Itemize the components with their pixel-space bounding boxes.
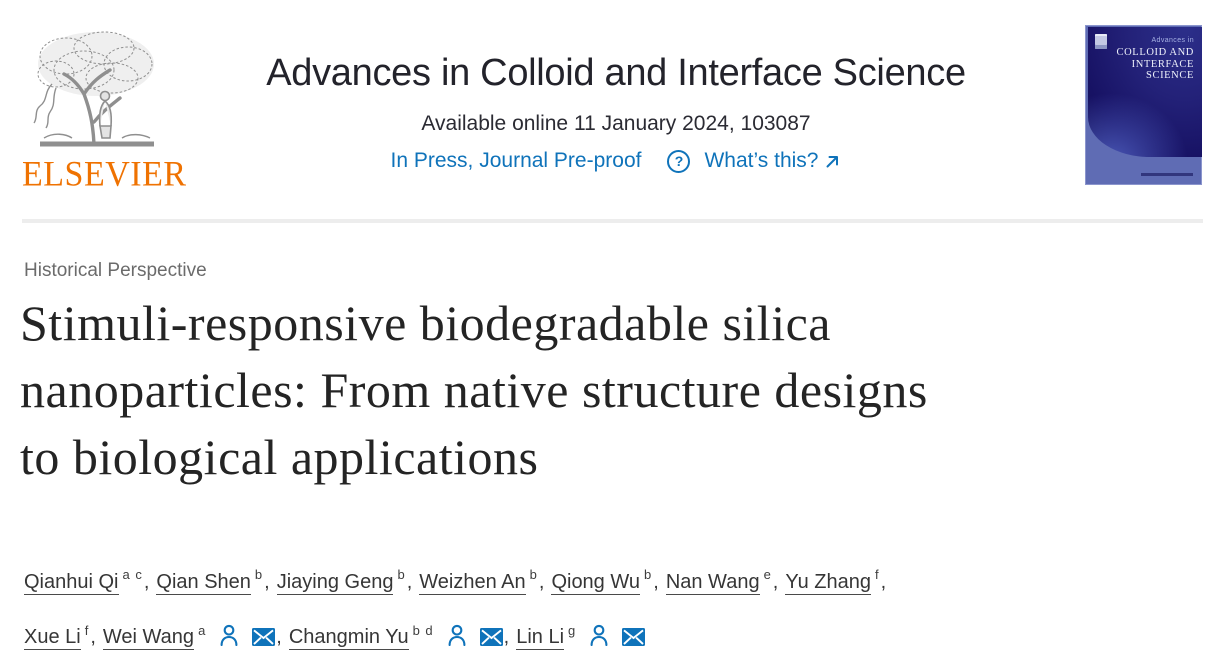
envelope-icon[interactable] <box>480 628 503 646</box>
elsevier-tree-logo <box>26 26 168 154</box>
author-affiliation-sup: e <box>763 567 772 582</box>
author-link[interactable]: Qiong Wu <box>551 570 641 593</box>
author-separator: , <box>503 626 510 649</box>
author-link[interactable]: Xue Li <box>24 626 81 649</box>
author-link[interactable]: Qianhui Qi <box>24 570 119 593</box>
author <box>551 567 665 593</box>
author-affiliation-sup: f <box>874 567 880 582</box>
author-separator: , <box>653 570 659 593</box>
author <box>516 622 645 649</box>
article-title-line: nanoparticles: From native structure designs <box>20 362 928 418</box>
author <box>785 567 893 593</box>
author-separator: , <box>772 570 779 593</box>
author <box>419 567 551 593</box>
author <box>276 567 420 593</box>
author-affiliation-sup: a <box>198 622 207 638</box>
author-separator: , <box>264 570 270 593</box>
cover-publisher-mark <box>1095 34 1107 49</box>
cover-title-line: INTERFACE <box>1131 58 1194 70</box>
author-affiliation-sup: b <box>644 567 653 582</box>
journal-header-center <box>186 52 1046 173</box>
author-affiliation-sup: b <box>397 567 406 582</box>
author <box>24 567 156 593</box>
author <box>288 622 516 649</box>
author-link[interactable]: Weizhen An <box>419 570 526 593</box>
author-link[interactable]: Qian Shen <box>156 570 251 593</box>
author-list <box>24 551 1214 662</box>
journal-cover-image[interactable] <box>1085 25 1202 185</box>
cover-art-panel <box>1088 27 1202 157</box>
author-separator: , <box>538 570 545 593</box>
author-link[interactable]: Wei Wang <box>102 626 195 649</box>
whats-this-link-wrap <box>704 149 841 173</box>
whats-this-link[interactable]: What’s this? <box>704 149 819 172</box>
cover-series-label: Advances in <box>1151 37 1194 44</box>
author-link[interactable]: Jiaying Geng <box>276 570 394 593</box>
author-separator: , <box>406 570 413 593</box>
author <box>665 567 786 593</box>
cover-title-line: SCIENCE <box>1146 70 1194 81</box>
cover-title-line: COLLOID AND <box>1116 47 1194 58</box>
publisher-name: ELSEVIER <box>22 155 187 194</box>
author-link[interactable]: Nan Wang <box>665 570 760 593</box>
article-title-line: Stimuli-responsive biodegradable silica <box>20 295 831 351</box>
person-icon[interactable] <box>589 624 609 646</box>
available-online-date: Available online 11 January 2024, 103087 <box>421 112 811 135</box>
author-affiliation-sup: b <box>254 567 264 582</box>
header-divider <box>22 219 1203 223</box>
author <box>156 567 276 593</box>
envelope-icon[interactable] <box>252 628 275 646</box>
person-icon[interactable] <box>219 624 239 646</box>
author-link[interactable]: Lin Li <box>516 626 565 649</box>
author-separator: , <box>276 626 282 649</box>
author-separator: , <box>90 626 96 649</box>
in-press-link[interactable]: In Press, Journal Pre-proof <box>390 149 642 172</box>
cover-titles <box>1117 37 1194 82</box>
author-separator: , <box>143 570 150 593</box>
elsevier-logo <box>22 26 187 194</box>
question-circle-icon[interactable]: ? <box>667 150 690 173</box>
author-affiliation-sup: a c <box>122 567 143 582</box>
author-link[interactable]: Changmin Yu <box>288 626 409 649</box>
person-icon[interactable] <box>447 624 467 646</box>
article-title-line: to biological applications <box>20 429 539 485</box>
publication-status-row <box>186 149 1046 173</box>
author-link[interactable]: Yu Zhang <box>785 570 871 593</box>
author-affiliation-sup: b d <box>412 622 434 638</box>
author-separator: , <box>880 570 887 593</box>
author <box>24 622 103 649</box>
cover-footer-text <box>1141 173 1193 176</box>
north-east-arrow-icon <box>824 153 841 170</box>
article-title <box>20 290 1220 491</box>
envelope-icon[interactable] <box>622 628 645 646</box>
article-type-label: Historical Perspective <box>24 260 207 281</box>
author <box>102 622 289 649</box>
author-affiliation-sup: g <box>568 622 577 638</box>
journal-title-link[interactable]: Advances in Colloid and Interface Science <box>266 52 966 94</box>
author-affiliation-sup: b <box>529 567 538 582</box>
author-affiliation-sup: f <box>84 622 90 638</box>
